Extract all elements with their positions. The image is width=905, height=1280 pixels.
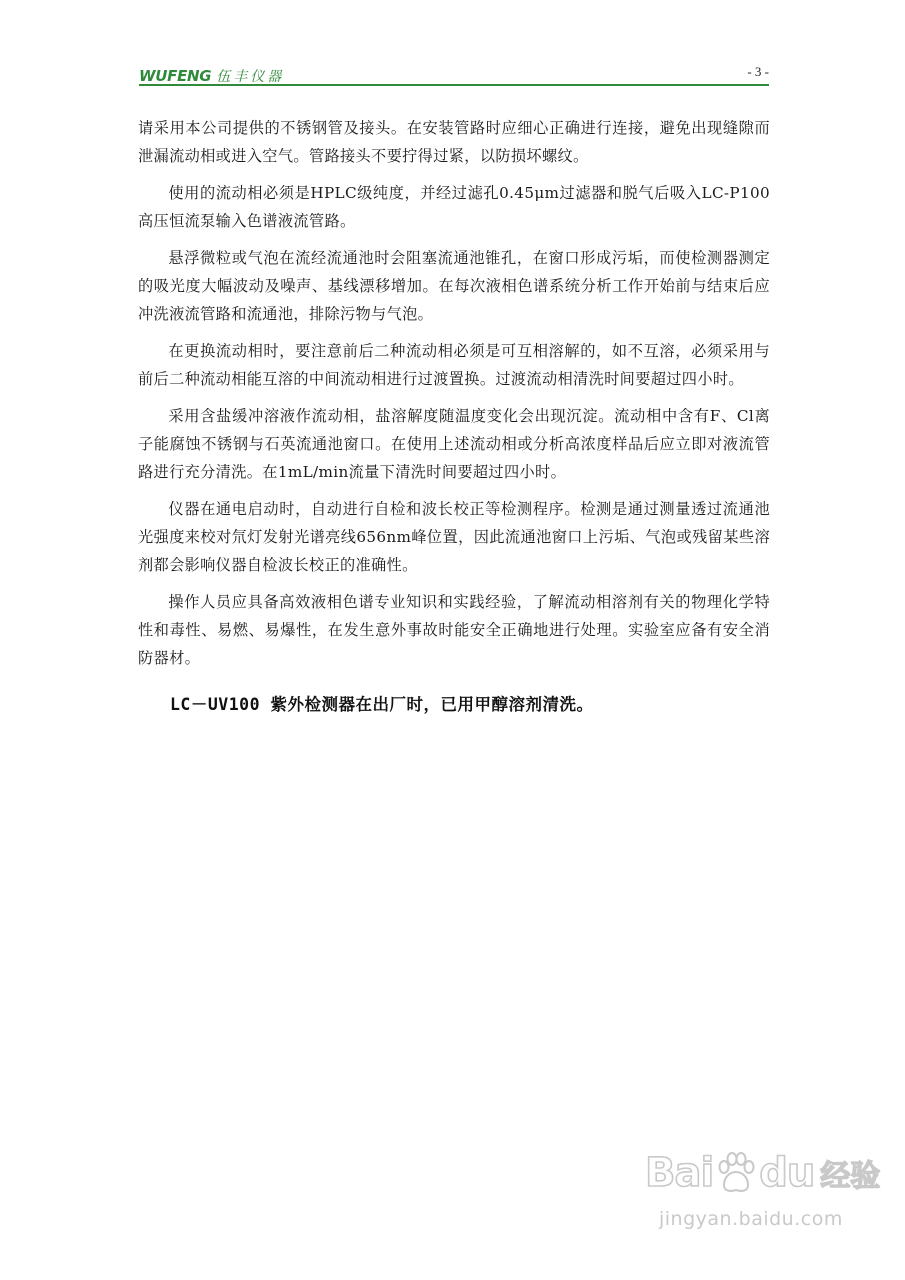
paragraph: 操作人员应具备高效液相色谱专业知识和实践经验，了解流动相溶剂有关的物理化学特性和毒性、易燃、易爆性，在发生意外事故时能安全正确地进行处理。实验室应备有安全消防器材。: [138, 593, 770, 667]
paw-icon: [714, 1151, 758, 1195]
paragraph: 请采用本公司提供的不锈钢管及接头。在安装管路时应细心正确进行连接，避免出现缝隙而泄漏流动相或进入空气。管路接头不要拧得过紧，以防损坏螺纹。: [138, 119, 770, 165]
paragraph: 使用的流动相必须是HPLC级纯度，并经过滤孔0.45μm过滤器和脱气后吸入LC-P100高压恒流泵输入色谱液流管路。: [138, 184, 770, 230]
baidu-jingyan-watermark: [645, 1150, 881, 1260]
watermark-brand-chinese: 经验: [820, 1159, 881, 1194]
paragraph: 采用含盐缓冲溶液作流动相，盐溶解度随温度变化会出现沉淀。流动相中含有F、Cl离子能腐蚀不锈钢与石英流通池窗口。在使用上述流动相或分析高浓度样品后应立即对液流管路进行充分清洗。在1mL/min流量下清洗时间要超过四小时。: [138, 407, 770, 481]
body-text: [138, 114, 770, 720]
watermark-brand-right: du: [759, 1150, 815, 1196]
watermark-brand-left: Bai: [645, 1150, 714, 1196]
emphasis-note: LC－UV100 紫外检测器在出厂时，已用甲醇溶剂清洗。: [170, 695, 594, 714]
paragraph: 悬浮微粒或气泡在流经流通池时会阻塞流通池锥孔，在窗口形成污垢，而使检测器测定的吸光度大幅波动及噪声、基线漂移增加。在每次液相色谱系统分析工作开始前与结束后应冲洗液流管路和流通池，排除污物与气泡。: [138, 249, 770, 323]
header-divider: [139, 84, 769, 86]
watermark-url: jingyan.baidu.com: [659, 1208, 843, 1230]
company-logo: [139, 66, 284, 84]
watermark-logo: [645, 1150, 880, 1196]
logo-latin-text: WUFENG: [139, 67, 212, 85]
page-header: [139, 62, 769, 86]
paragraph: 在更换流动相时，要注意前后二种流动相必须是可互相溶解的，如不互溶，必须采用与前后二种流动相能互溶的中间流动相进行过渡置换。过渡流动相清洗时间要超过四小时。: [138, 342, 770, 388]
paragraph: 仪器在通电启动时，自动进行自检和波长校正等检测程序。检测是通过测量透过流通池光强度来校对氘灯发射光谱亮线656nm峰位置，因此流通池窗口上污垢、气泡或残留某些溶剂都会影响仪器自检波长校正的准确性。: [138, 500, 770, 574]
logo-chinese-text: 伍丰仪器: [216, 69, 285, 85]
page-number: - 3 -: [747, 64, 769, 79]
